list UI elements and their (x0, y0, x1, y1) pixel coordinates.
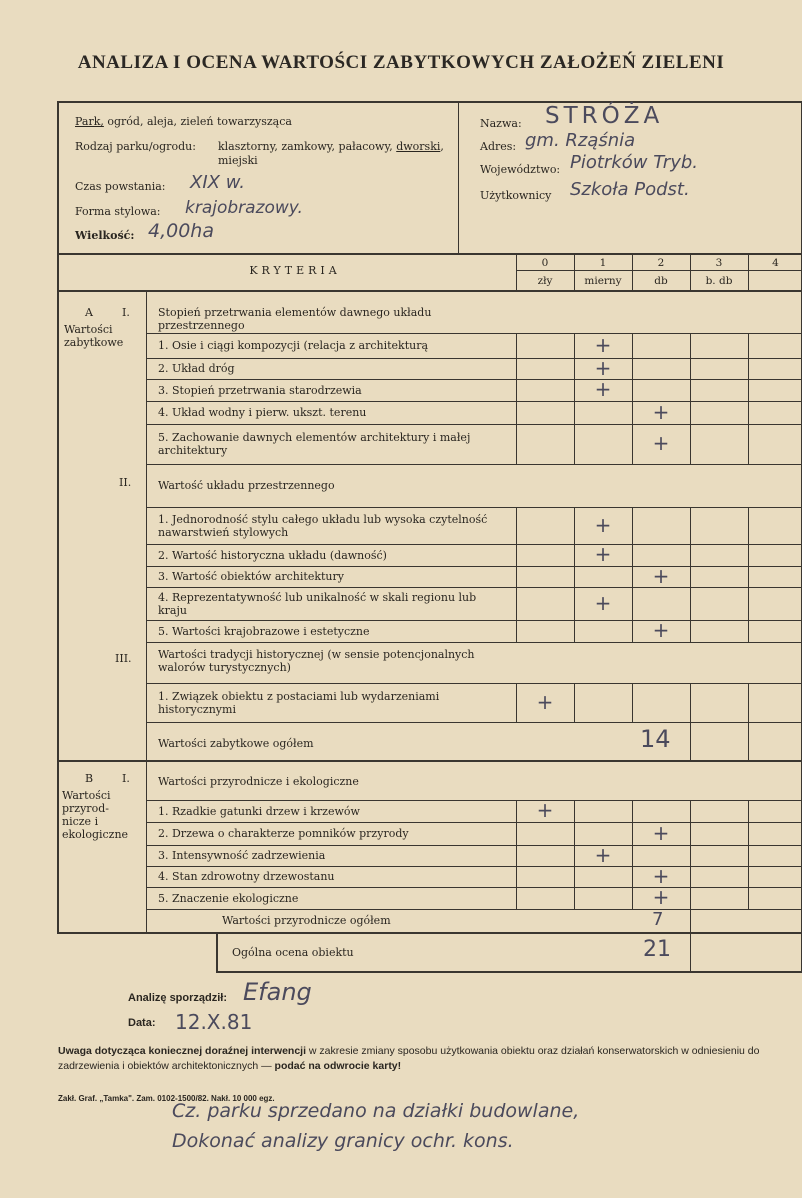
criterion-label: 4. Reprezentatywność lub unikalność w skali regionu lub kraju (158, 590, 477, 617)
note-end: podać na odwrocie karty! (274, 1060, 402, 1072)
col-header-mid-line (516, 270, 802, 271)
grade-cell-divider (632, 683, 633, 722)
section-heading: Wartość układu przestrzennego (158, 479, 335, 492)
grade-mark: + (652, 618, 670, 642)
row-line (146, 642, 802, 643)
grade-mark: + (652, 820, 670, 845)
rodzaj-options-2: miejski (218, 154, 258, 167)
grade-cell-divider (690, 333, 691, 358)
grade-cell-divider (690, 887, 691, 909)
grade-cell-divider (516, 620, 517, 642)
grade-cell-divider (574, 683, 575, 722)
row-line (146, 845, 802, 846)
col-header-number: 2 (657, 257, 665, 269)
grade-mark: + (652, 431, 670, 455)
page-title: ANALIZA I OCENA WARTOŚCI ZABYTKOWYCH ZAŁOŻEŃ ZIELENI (77, 52, 725, 73)
grade-mark: + (594, 377, 612, 401)
grade-cell-divider (574, 845, 575, 866)
analize-label: Analizę sporządził: (128, 992, 228, 1004)
total-label: Wartości przyrodnicze ogółem (222, 914, 391, 927)
section-b-letter: B (85, 772, 94, 785)
col-header-number: 0 (541, 257, 549, 269)
czas-value: XIX w. (190, 172, 245, 193)
grade-cell-divider (632, 866, 633, 887)
criterion-label: 1. Rzadkie gatunki drzew i krzewów (158, 804, 360, 818)
grade-cell-divider (748, 544, 749, 566)
grade-cell-divider (632, 800, 633, 822)
total-a-value: 14 (640, 725, 671, 753)
criterion-label: 4. Stan zdrowotny drzewostanu (158, 870, 335, 883)
grade-cell-divider (748, 401, 749, 424)
total-divider (748, 722, 749, 760)
grade-cell-divider (748, 887, 749, 909)
grade-cell-divider (516, 379, 517, 401)
grade-mark: + (652, 563, 670, 588)
grade-cell-divider (574, 358, 575, 379)
grade-mark: + (652, 885, 670, 909)
col-header-name: zły (537, 275, 553, 287)
col-header-bottom-line (57, 290, 802, 292)
grade-cell-divider (574, 800, 575, 822)
criterion-label: 2. Drzewa o charakterze pomników przyrody (158, 827, 409, 840)
grade-cell-divider (690, 424, 691, 464)
grade-cell-divider (632, 379, 633, 401)
grade-cell-divider (748, 683, 749, 722)
grade-mark: + (594, 542, 612, 566)
criterion-label: 4. Układ wodny i pierw. ukszt. terenu (158, 406, 367, 419)
grade-cell-divider (690, 566, 691, 587)
section-heading: Wartości tradycji historycznej (w sensie potencjonalnych walorów turystycznych) (158, 648, 475, 674)
section-a-letter: A (85, 306, 93, 319)
printer-info: Zakł. Graf. „Tamka". Zam. 0102-1500/82. Nakł. 10 000 egz. (58, 1094, 275, 1103)
grade-cell-divider (690, 401, 691, 424)
row-line (146, 566, 802, 567)
grade-mark: + (594, 332, 612, 357)
forma-value: krajobrazowy. (185, 198, 303, 218)
grade-cell-divider (516, 887, 517, 909)
adres-label: Adres: (480, 140, 517, 153)
grade-cell-divider (690, 587, 691, 620)
grade-cell-divider (748, 587, 749, 620)
rodzaj-options-b: , (440, 140, 444, 153)
grade-cell-divider (690, 544, 691, 566)
grade-cell-divider (632, 333, 633, 358)
grade-cell-divider (574, 401, 575, 424)
grade-cell-divider (748, 800, 749, 822)
object-type-park: Park, (75, 115, 104, 128)
col-header-name: b. db (705, 275, 733, 287)
grade-cell-divider (516, 424, 517, 464)
criterion-label: 5. Wartości krajobrazowe i estetyczne (158, 624, 370, 638)
row-line (146, 887, 802, 888)
grade-mark: + (594, 842, 612, 867)
rodzaj-options (218, 140, 444, 153)
grade-cell-divider (632, 822, 633, 845)
row-line (146, 401, 802, 402)
grade-cell-divider (632, 401, 633, 424)
intervention-note (58, 1044, 802, 1074)
grade-mark: + (594, 512, 612, 537)
section-b-roman: I. (122, 772, 130, 785)
col-header-number: 1 (599, 257, 607, 269)
criterion-label: 2. Układ dróg (158, 362, 235, 375)
grade-cell-divider (574, 333, 575, 358)
total-b-value: 7 (652, 909, 664, 930)
col-header-number: 4 (772, 257, 779, 269)
nazwa-value: STRÓŻA (545, 103, 664, 129)
row-line (146, 800, 802, 801)
grade-cell-divider (516, 683, 517, 722)
section-iii-roman: III. (115, 652, 132, 665)
wojewodztwo-label: Województwo: (480, 163, 561, 176)
grade-cell-divider (516, 333, 517, 358)
row-line (146, 333, 802, 334)
grade-cell-divider (632, 424, 633, 464)
row-line (146, 507, 802, 508)
col-header-divider (690, 254, 691, 290)
grade-cell-divider (574, 424, 575, 464)
note-bold: Uwaga dotycząca koniecznej doraźnej interwencji (58, 1045, 306, 1057)
grade-mark: + (536, 798, 554, 822)
grade-cell-divider (574, 566, 575, 587)
criterion-label: 3. Wartość obiektów architektury (158, 570, 344, 583)
wielkosc-label: Wielkość: (75, 229, 135, 242)
grade-cell-divider (516, 800, 517, 822)
row-line (146, 587, 802, 588)
grade-cell-divider (632, 887, 633, 909)
row-line (146, 379, 802, 380)
criterion-label: 1. Osie i ciągi kompozycji (relacja z architekturą (158, 339, 429, 352)
rodzaj-dworski: dworski (396, 140, 441, 153)
kryteria-header: KRYTERIA (249, 264, 341, 277)
grade-cell-divider (574, 822, 575, 845)
uzytkownicy-value: Szkoła Podst. (570, 179, 690, 200)
section-ii-roman: II. (119, 476, 132, 489)
grade-cell-divider (516, 845, 517, 866)
grade-cell-divider (690, 866, 691, 887)
grade-cell-divider (748, 424, 749, 464)
grade-cell-divider (574, 866, 575, 887)
grade-cell-divider (690, 620, 691, 642)
grade-cell-divider (748, 620, 749, 642)
section-heading: Stopień przetrwania elementów dawnego układu przestrzennego (158, 306, 432, 332)
grade-cell-divider (632, 845, 633, 866)
criterion-label: 1. Jednorodność stylu całego układu lub wysoka czytelność nawarstwień stylowych (158, 512, 488, 539)
row-line (146, 358, 802, 359)
grade-cell-divider (516, 544, 517, 566)
grade-cell-divider (748, 333, 749, 358)
row-line (146, 683, 802, 684)
section-a-name: Wartości zabytkowe (64, 323, 124, 349)
grade-cell-divider (748, 866, 749, 887)
grade-cell-divider (632, 358, 633, 379)
grade-cell-divider (632, 620, 633, 642)
grade-cell-divider (748, 822, 749, 845)
grade-mark: + (652, 399, 670, 424)
grade-cell-divider (574, 587, 575, 620)
row-line (146, 464, 802, 465)
criterion-label: 5. Znaczenie ekologiczne (158, 891, 299, 905)
forma-label: Forma stylowa: (75, 205, 161, 218)
grade-cell-divider (516, 866, 517, 887)
handwritten-note-1: Cz. parku sprzedano na działki budowlane, (172, 1100, 580, 1122)
criterion-label: 3. Stopień przetrwania starodrzewia (158, 383, 362, 397)
grade-cell-divider (690, 800, 691, 822)
row-line (146, 722, 802, 723)
grade-cell-divider (748, 379, 749, 401)
row-line (146, 760, 802, 761)
object-type-line (75, 115, 292, 128)
note-rest: w zakresie zmiany sposobu użytkowania obiektu oraz działań konserwatorskich w odniesieniu do zadrzewienia i obiektów architektonicznych — (58, 1045, 760, 1072)
czas-label: Czas powstania: (75, 180, 166, 193)
grade-cell-divider (690, 358, 691, 379)
grade-cell-divider (748, 507, 749, 544)
criterion-label: 3. Intensywność zadrzewienia (158, 849, 326, 862)
grade-cell-divider (516, 566, 517, 587)
grade-cell-divider (748, 566, 749, 587)
col-header-name: mierny (584, 275, 622, 287)
grade-cell-divider (574, 887, 575, 909)
row-line (146, 909, 802, 910)
grade-cell-divider (632, 566, 633, 587)
section-a-roman: I. (122, 306, 130, 319)
section-b-name: Wartości przyrod- nicze i ekologiczne (62, 789, 129, 841)
grade-cell-divider (690, 822, 691, 845)
criterion-label: 1. Związek obiektu z postaciami lub wydarzeniami historycznymi (158, 689, 440, 716)
analize-value: Efang (243, 978, 312, 1006)
data-value: 12.X.81 (175, 1010, 253, 1034)
grade-cell-divider (690, 507, 691, 544)
grade-cell-divider (516, 822, 517, 845)
rodzaj-label: Rodzaj parku/ogrodu: (75, 140, 196, 153)
row-line (146, 544, 802, 545)
criterion-label: 5. Zachowanie dawnych elementów architektury i małej architektury (158, 431, 471, 457)
row-line (146, 822, 802, 823)
col-header-divider (516, 254, 517, 290)
grade-cell-divider (748, 358, 749, 379)
grade-cell-divider (516, 401, 517, 424)
col-header-divider (632, 254, 633, 290)
grade-cell-divider (574, 507, 575, 544)
adres-value: gm. Rząśnia (525, 130, 636, 151)
nazwa-label: Nazwa: (480, 117, 522, 130)
grade-cell-divider (516, 358, 517, 379)
overall-label: Ogólna ocena obiektu (232, 946, 354, 959)
uzytkownicy-label: Użytkownicy (480, 189, 552, 202)
grade-cell-divider (516, 587, 517, 620)
grade-mark: + (536, 689, 554, 714)
row-line (146, 424, 802, 425)
grade-cell-divider (574, 544, 575, 566)
handwritten-note-2: Dokonać analizy granicy ochr. kons. (172, 1130, 514, 1152)
grade-cell-divider (574, 620, 575, 642)
col-header-divider (574, 254, 575, 290)
grade-cell-divider (632, 587, 633, 620)
row-line (146, 620, 802, 621)
grade-cell-divider (632, 544, 633, 566)
wojewodztwo-value: Piotrków Tryb. (570, 152, 699, 173)
grade-cell-divider (690, 683, 691, 722)
overall-value: 21 (643, 937, 671, 962)
criterion-label: 2. Wartość historyczna układu (dawność) (158, 548, 387, 562)
grade-mark: + (594, 355, 612, 380)
col-header-name: db (654, 275, 668, 287)
grade-cell-divider (748, 845, 749, 866)
grade-cell-divider (690, 379, 691, 401)
header-divider (458, 101, 459, 255)
object-type-rest: ogród, aleja, zieleń towarzysząca (103, 115, 292, 128)
row-line (146, 866, 802, 867)
grade-mark: + (594, 590, 612, 615)
col-header-divider (748, 254, 749, 290)
grade-mark: + (652, 863, 670, 888)
section-divider (146, 291, 147, 933)
section-heading: Wartości przyrodnicze i ekologiczne (158, 775, 359, 788)
grade-cell-divider (632, 507, 633, 544)
grade-cell-divider (516, 507, 517, 544)
data-label: Data: (128, 1017, 156, 1029)
total-divider (690, 722, 691, 760)
grade-cell-divider (574, 379, 575, 401)
overall-divider (690, 932, 691, 973)
col-header-number: 3 (715, 257, 723, 269)
total-label: Wartości zabytkowe ogółem (158, 737, 314, 750)
total-divider (690, 909, 691, 932)
grade-cell-divider (690, 845, 691, 866)
rodzaj-options-a: klasztorny, zamkowy, pałacowy, (218, 140, 397, 153)
wielkosc-value: 4,00ha (148, 220, 214, 242)
